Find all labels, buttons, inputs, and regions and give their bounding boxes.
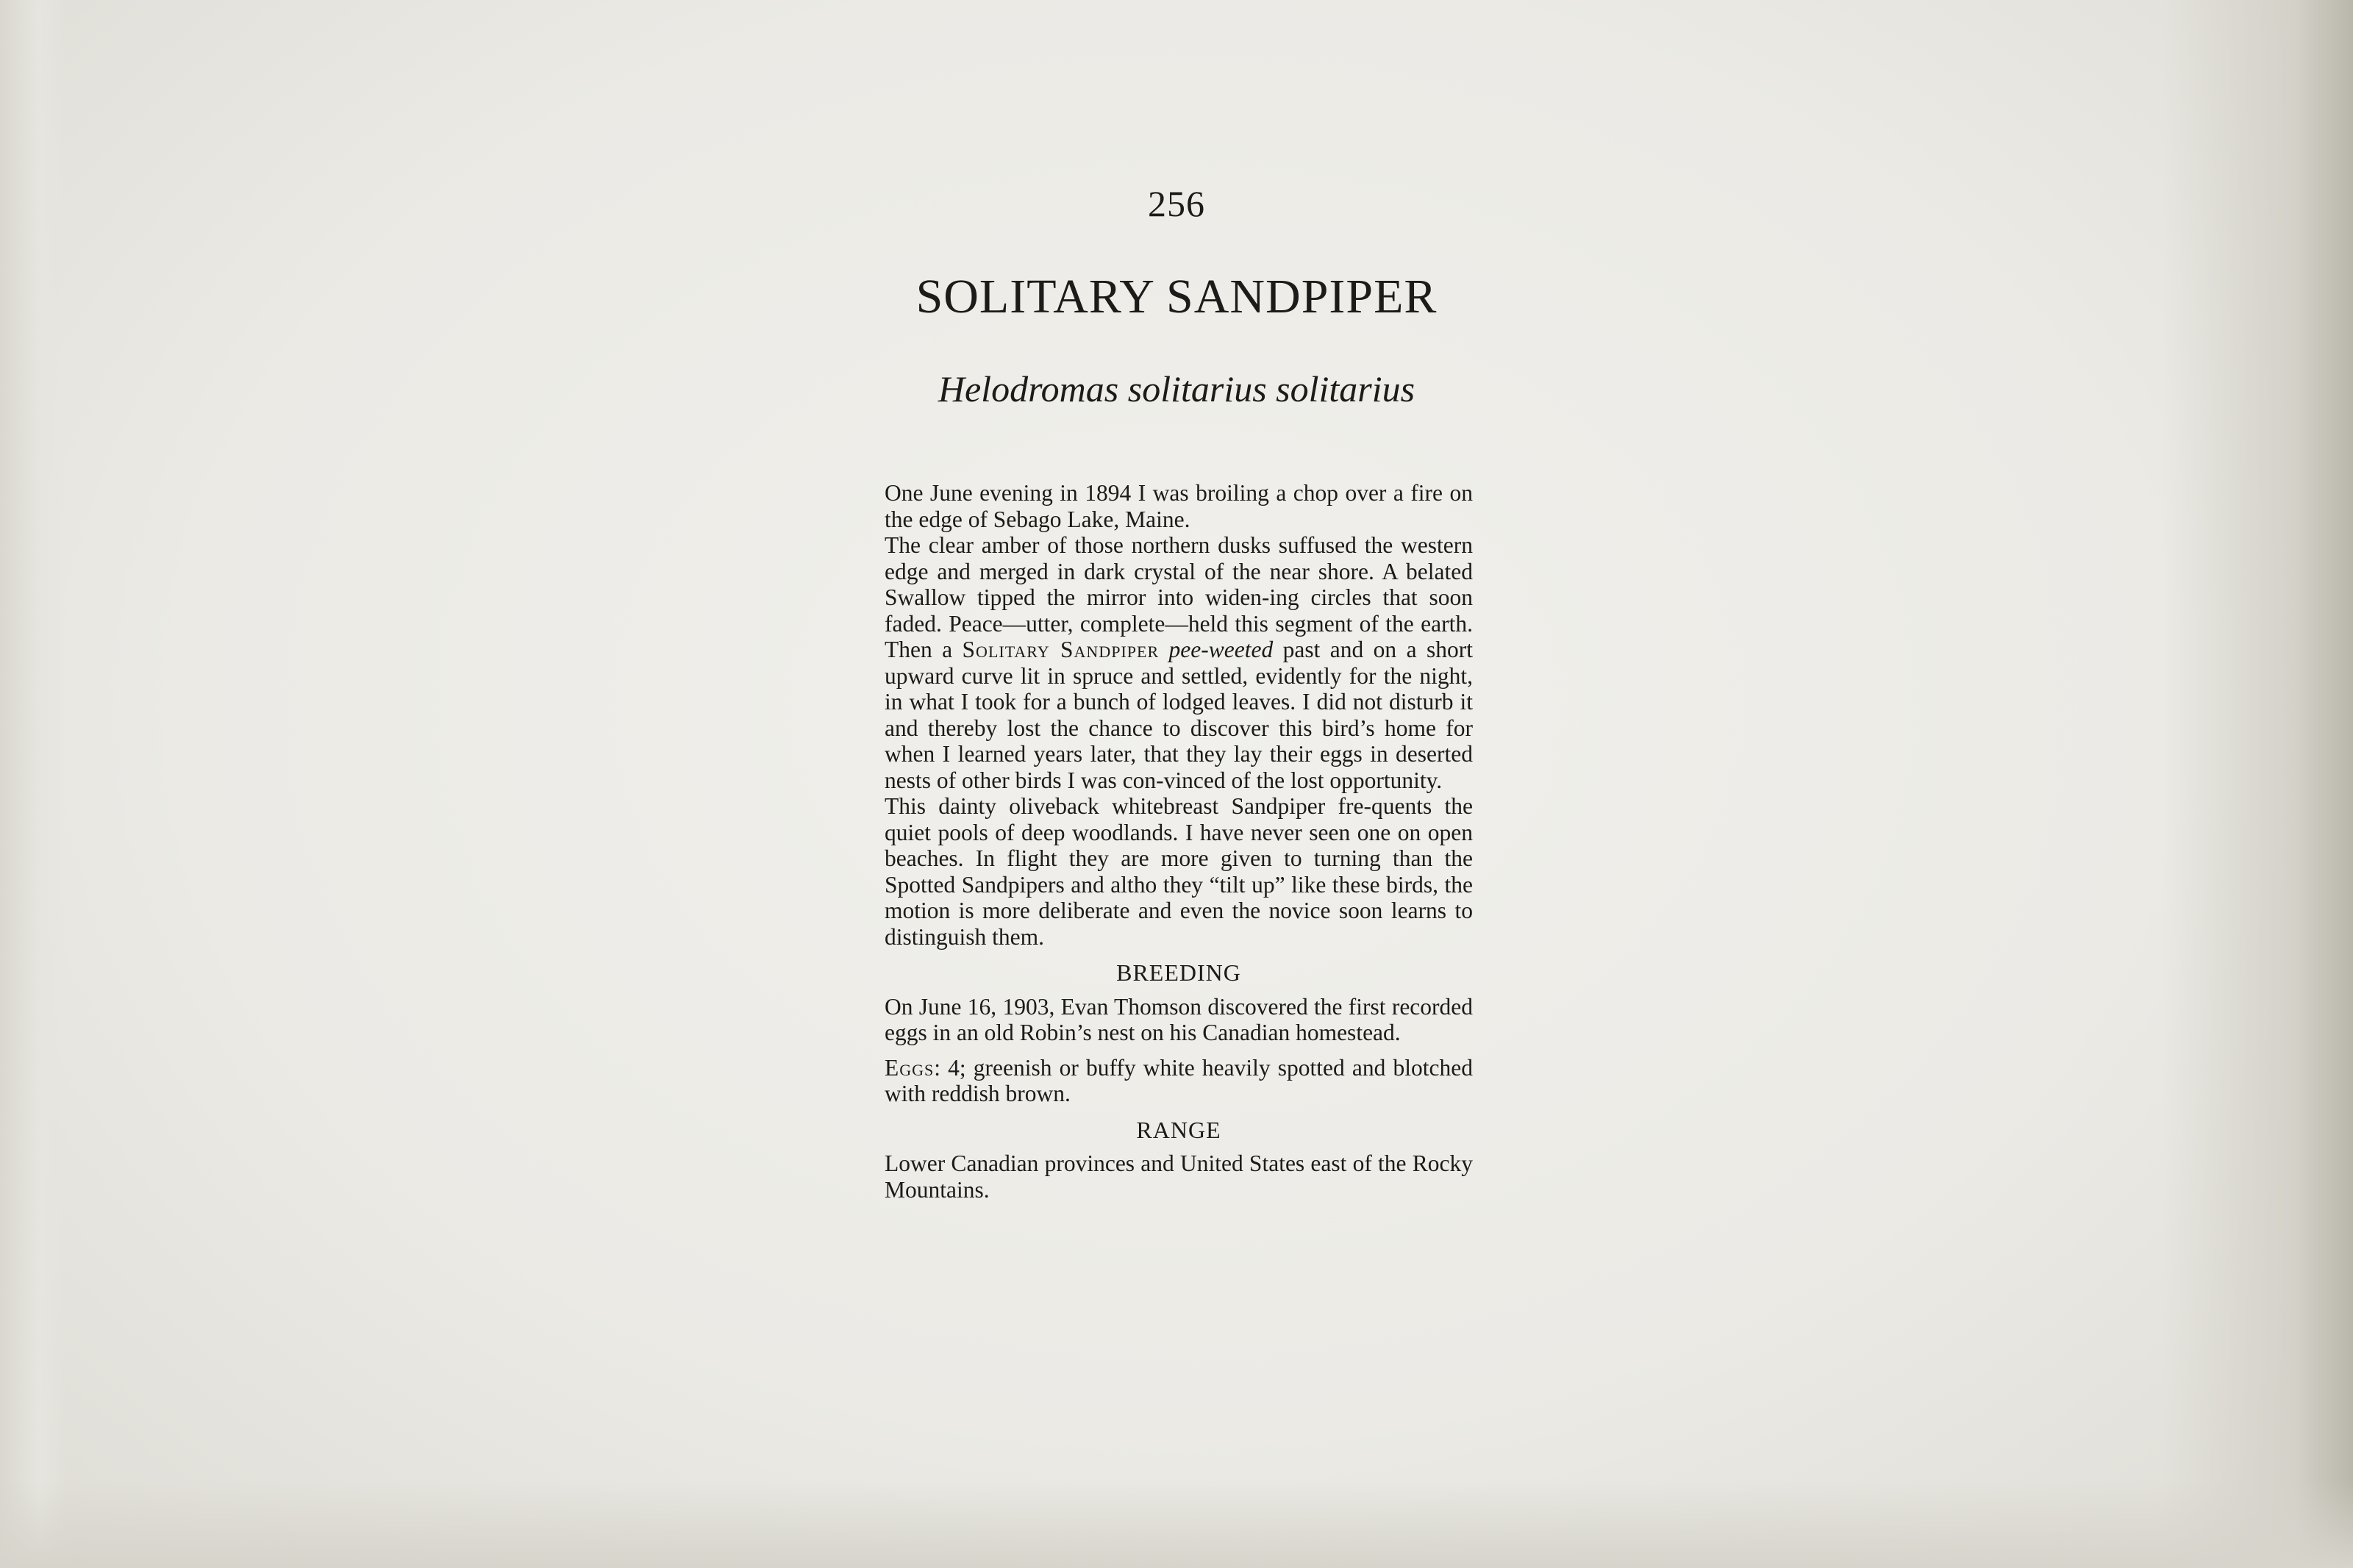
- range-heading: RANGE: [1136, 1116, 1221, 1143]
- page-edge-left: [0, 0, 66, 1568]
- paragraph-encounter: [885, 532, 1473, 793]
- breeding-text: On June 16, 1903, Evan Thomson discovered the first recorded eggs in an old Robin’s nest on his Canadian homestead.: [885, 993, 1473, 1045]
- paragraph-encounter-part2: past and on a short upward curve lit in spruce and settled, evidently for the night, in what I took for a bunch of lodged leaves. I did not disturb it and thereby lost the chance to discover this bird’s home for when I learned years later, that they lay their eggs in deserted nests of other birds I was con-vinced of the lost opportunity.: [885, 637, 1473, 793]
- page-title: SOLITARY SANDPIPER: [915, 270, 1438, 323]
- paragraph-intro: One June evening in 1894 I was broiling a chop over a fire on the edge of Sebago Lake, Maine.: [885, 480, 1473, 532]
- eggs-text: [885, 1055, 1473, 1107]
- range-text: Lower Canadian provinces and United States east of the Rocky Mountains.: [885, 1150, 1473, 1203]
- breeding-heading: BREEDING: [1116, 959, 1241, 986]
- eggs-label: Eggs: [885, 1054, 935, 1081]
- page-number: 256: [1148, 183, 1205, 224]
- scientific-name: Helodromas solitarius solitarius: [938, 368, 1415, 409]
- body-text-column: [885, 480, 1473, 1203]
- species-name-smallcaps: Solitary Sandpiper: [962, 637, 1160, 662]
- page-shadow-bottom: [0, 1480, 2353, 1568]
- eggs-detail: : 4; greenish or buffy white heavily spotted and blotched with reddish brown.: [885, 1054, 1473, 1106]
- page-shadow-right: [2162, 0, 2353, 1568]
- paragraph-description: This dainty oliveback whitebreast Sandpiper fre-quents the quiet pools of deep woodlands. I have never seen one on open beaches. In flight they are more given to turning than the Spotted Sandpipers and altho they “tilt up” like these birds, the motion is more deliberate and even the novice soon learns to distinguish them.: [885, 793, 1473, 950]
- call-italic: pee-weeted: [1168, 637, 1274, 662]
- paragraph-encounter-part1: The clear amber of those northern dusks suffused the western edge and merged in dark crystal of the near shore. A belated Swallow tipped the mirror into widen-ing circles that soon faded. Peace—utter, complete—held this segment of the earth. Then a: [885, 532, 1473, 662]
